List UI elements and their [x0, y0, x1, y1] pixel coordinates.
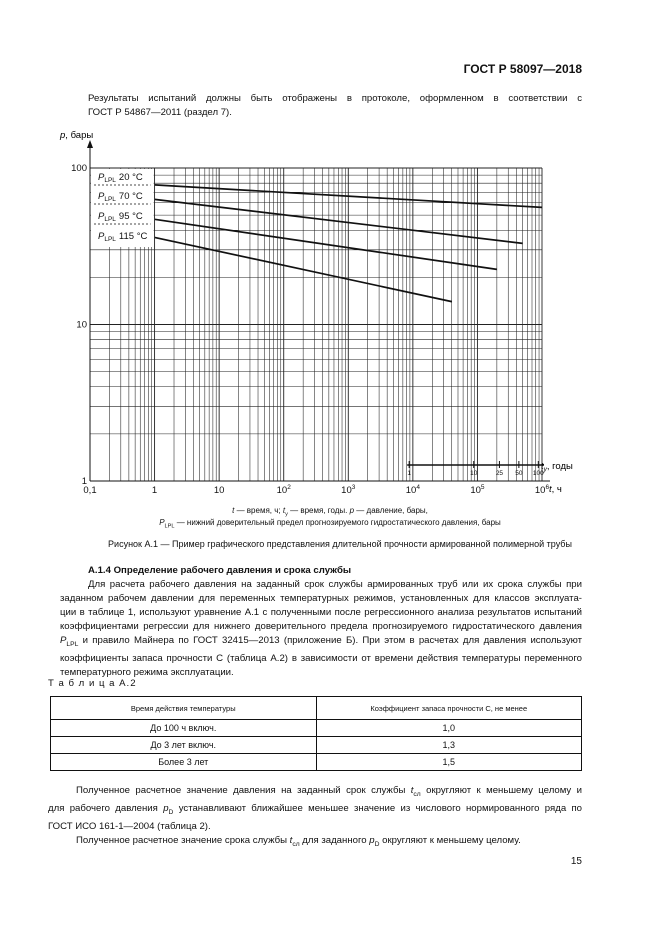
section-a14 [60, 564, 582, 680]
y-axis-label: p, бары [60, 130, 94, 141]
section-line: коэффициенты запаса прочности С (таблица А.2) в зависимости от времени действия температуры переменного [60, 652, 582, 664]
y-tick-label: 1 [81, 476, 87, 487]
section-line: температурного режима эксплуатации. [60, 666, 234, 678]
closing-line-4: Полученное расчетное значение срока службы $t_{сл}$ для заданного $p_D$ округляют к меньшему целому. [76, 834, 521, 848]
intro-line-2: ГОСТ Р 54867—2011 (раздел 7). [88, 107, 232, 118]
x-tick-label: $10^4$ [405, 484, 420, 496]
x-tick-label: $10^5$ [470, 484, 485, 496]
safety-factor-table [50, 696, 582, 771]
y-tick-label: 100 [71, 163, 87, 174]
table-header-row [51, 697, 582, 720]
year-tick-label: 1 [407, 470, 411, 477]
legend-label: $P_{LPL}$ 20 °C [98, 172, 143, 184]
y-tick-label: 10 [76, 319, 87, 331]
table-title: Т а б л и ц а А.2 [48, 678, 137, 689]
chart-legend-text [80, 506, 580, 529]
figure-caption: Рисунок А.1 — Пример графического представления длительной прочности армированной полимерной трубы [108, 539, 572, 549]
strength-chart [0, 120, 661, 510]
section-line: Для расчета рабочего давления на заданный срок службы армированных труб или их срока службы при [88, 579, 582, 590]
closing-paragraph [48, 784, 582, 852]
table-cell: Более 3 лет [51, 754, 317, 771]
section-line: $P_{LPL}$ и правило Майнера по ГОСТ 32415—2013 (приложение Б). При этом в расчетах для давления используют [60, 635, 582, 648]
legend-label: $P_{LPL}$ 115 °C [98, 231, 148, 243]
standard-header: ГОСТ Р 58097—2018 [463, 62, 582, 76]
year-axis-label: $t_y$, годы [541, 461, 573, 473]
closing-line-3: ГОСТ ИСО 161-1—2004 (таблица 2). [48, 820, 211, 832]
legend-line-2: $P_{LPL}$ — нижний доверительный предел прогнозируемого гидростатического давления, бары [159, 517, 501, 530]
year-tick-label: 10 [470, 470, 478, 477]
legend-line-1: t — время, ч; $t_y$ — время, годы. p — давление, бары, [232, 506, 428, 518]
closing-line-2: для рабочего давления $p_D$ устанавливают ближайшее меньшее значение из числового нормированного ряда по [48, 802, 583, 816]
legend-label: $P_{LPL}$ 95 °C [98, 211, 143, 223]
series-line [155, 219, 497, 269]
table-row [51, 754, 582, 771]
year-axis [407, 461, 544, 477]
section-line: ции в таблице 1, используют уравнение А.1 с полученными после регрессионного анализа результатов испытаний [60, 607, 582, 618]
x-tick-label: $10^2$ [276, 484, 291, 496]
intro-paragraph [88, 92, 582, 120]
closing-line-1: Полученное расчетное значение давления на заданный срок службы $t_{сл}$ округляют к меньшему целому и [76, 785, 582, 798]
x-tick-label: 1 [151, 485, 158, 496]
year-tick-label: 50 [515, 470, 523, 477]
table-header-cell: Коэффициент запаса прочности С, не менее [316, 697, 582, 720]
year-tick-label: 25 [495, 470, 504, 477]
x-tick-label: $10^6$ [534, 484, 550, 496]
x-tick-label: 0,1 [83, 485, 97, 496]
table-cell: 1,0 [316, 720, 582, 737]
section-line: заданном рабочем давлении для переменных температурных режимов, установленных для классов эксплуата- [60, 593, 582, 604]
x-tick-label: $10^3$ [341, 484, 356, 496]
section-title: А.1.4 Определение рабочего давления и срока службы [88, 565, 352, 576]
intro-line-1: Результаты испытаний должны быть отображены в протоколе, оформленном в соответствии с [88, 93, 582, 104]
year-tick-label: 100 [532, 470, 544, 477]
x-axis-label: t, ч [549, 484, 562, 495]
y-axis-arrow [87, 140, 93, 148]
table-cell: 1,3 [316, 737, 582, 754]
table-row [51, 737, 582, 754]
section-body [60, 578, 582, 680]
table-cell: До 100 ч включ. [51, 720, 317, 737]
chart-legend [91, 169, 154, 247]
x-tick-label: 10 [213, 485, 225, 496]
legend-label: $P_{LPL}$ 70 °C [98, 191, 143, 203]
table-row [51, 720, 582, 737]
table-cell: До 3 лет включ. [51, 737, 317, 754]
table-header-cell: Время действия температуры [51, 697, 317, 720]
page-number: 15 [570, 856, 582, 867]
section-line: коэффициентами регрессии для нижнего доверительного предела прогнозируемого гидростатического давления [60, 621, 582, 632]
chart-grid [87, 140, 550, 481]
table-cell: 1,5 [316, 754, 582, 771]
